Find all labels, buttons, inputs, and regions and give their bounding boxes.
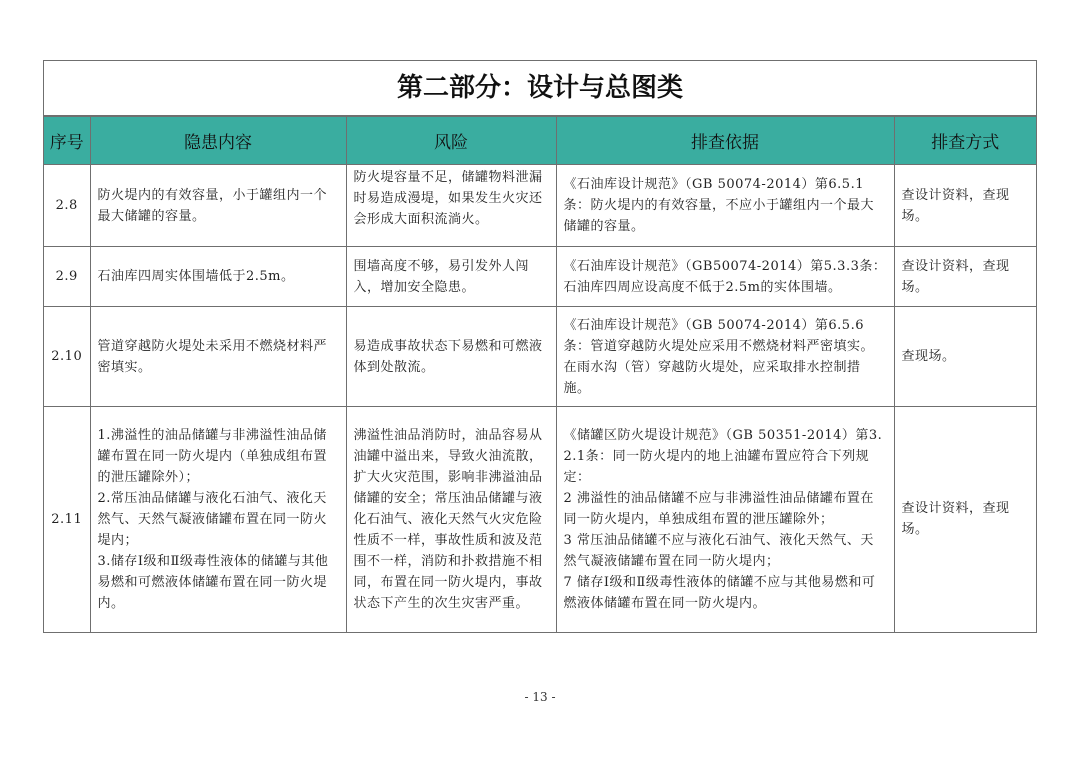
table-row [44, 307, 1036, 407]
header-method: 排查方式 [894, 117, 1036, 165]
hazard-table [44, 116, 1036, 632]
basis-cell: 《石油库设计规范》（GB 50074-2014）第6.5.1条：防火堤内的有效容量，不应小于罐组内一个最大储罐的容量。 [556, 165, 894, 247]
basis-cell: 《石油库设计规范》（GB 50074-2014）第6.5.6条：管道穿越防火堤处应采用不燃烧材料严密填实。在雨水沟（管）穿越防火堤处，应采取排水控制措施。 [556, 307, 894, 407]
page-number: - 13 - [524, 690, 556, 704]
method-cell: 查设计资料，查现场。 [894, 165, 1036, 247]
risk-cell: 防火堤容量不足，储罐物料泄漏时易造成漫堤，如果发生火灾还会形成大面积流淌火。 [346, 165, 556, 247]
method-cell: 查设计资料，查现场。 [894, 247, 1036, 307]
row-number: 2.11 [44, 407, 90, 632]
header-basis: 排查依据 [556, 117, 894, 165]
table-row [44, 247, 1036, 307]
basis-cell: 《石油库设计规范》（GB50074-2014）第5.3.3条：石油库四周应设高度不低于2.5m的实体围墙。 [556, 247, 894, 307]
row-number: 2.9 [44, 247, 90, 307]
row-number: 2.10 [44, 307, 90, 407]
inspection-table-sheet [43, 60, 1037, 633]
risk-cell: 沸溢性油品消防时，油品容易从油罐中溢出来，导致火油流散，扩大火灾范围，影响非沸溢油品储罐的安全；常压油品储罐与液化石油气、液化天然气火灾危险性质不一样，事故性质和波及范围不一样，消防和扑救措施不相同，布置在同一防火堤内，事故状态下产生的次生灾害严重。 [346, 407, 556, 632]
header-hazard: 隐患内容 [90, 117, 346, 165]
risk-cell: 易造成事故状态下易燃和可燃液体到处散流。 [346, 307, 556, 407]
basis-cell: 《储罐区防火堤设计规范》（GB 50351-2014）第3.2.1条：同一防火堤内的地上油罐布置应符合下列规定： 2 沸溢性的油品储罐不应与非沸溢性油品储罐布置在同一防火堤内，单独成组布置的泄压罐除外； 3 常压油品储罐不应与液化石油气、液化天然气、天然气凝液储罐布置在同一防火堤内； 7 储存Ⅰ级和Ⅱ级毒性液体的储罐不应与其他易燃和可燃液体储罐布置在同一防火堤内。 [556, 407, 894, 632]
hazard-cell: 管道穿越防火堤处未采用不燃烧材料严密填实。 [90, 307, 346, 407]
header-no: 序号 [44, 117, 90, 165]
row-number: 2.8 [44, 165, 90, 247]
table-header-row [44, 117, 1036, 165]
method-cell: 查设计资料，查现场。 [894, 407, 1036, 632]
table-row [44, 407, 1036, 632]
hazard-cell: 防火堤内的有效容量，小于罐组内一个最大储罐的容量。 [90, 165, 346, 247]
hazard-cell: 石油库四周实体围墙低于2.5m。 [90, 247, 346, 307]
section-title: 第二部分：设计与总图类 [44, 61, 1036, 116]
header-risk: 风险 [346, 117, 556, 165]
hazard-cell: 1.沸溢性的油品储罐与非沸溢性油品储罐布置在同一防火堤内（单独成组布置的泄压罐除外）； 2.常压油品储罐与液化石油气、液化天然气、天然气凝液储罐布置在同一防火堤内； 3.储存Ⅰ级和Ⅱ级毒性液体的储罐与其他易燃和可燃液体储罐布置在同一防火堤内。 [90, 407, 346, 632]
table-row [44, 165, 1036, 247]
risk-cell: 围墙高度不够，易引发外人闯入，增加安全隐患。 [346, 247, 556, 307]
method-cell: 查现场。 [894, 307, 1036, 407]
